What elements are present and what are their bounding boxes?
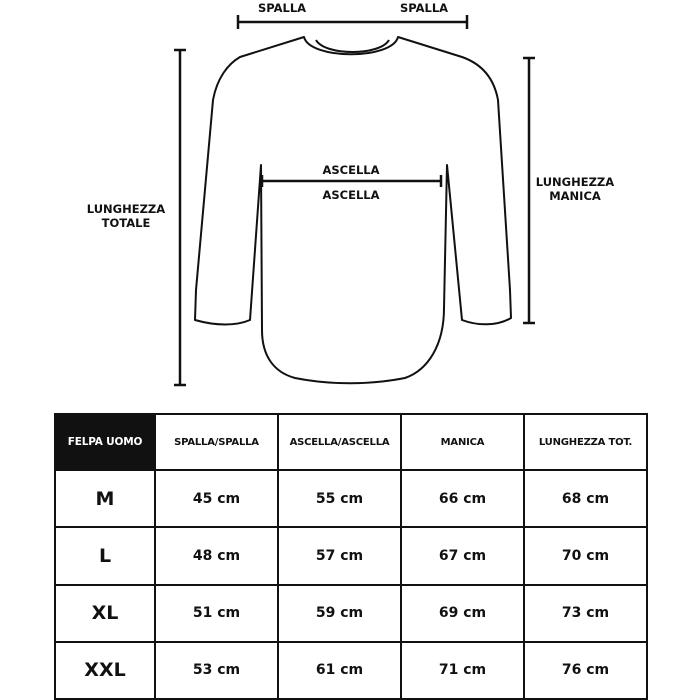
shoulder-label-left: SPALLA <box>257 1 307 15</box>
table-row <box>55 527 647 584</box>
measure-cell: 73 cm <box>524 585 647 642</box>
column-header: LUNGHEZZA TOT. <box>524 414 647 470</box>
total-length-measure-arrow <box>174 50 186 385</box>
shoulder-measure-arrow <box>238 15 467 29</box>
measure-cell: 68 cm <box>524 470 647 527</box>
total-length-label-line1: LUNGHEZZA <box>86 202 166 216</box>
measure-cell: 66 cm <box>401 470 524 527</box>
measure-cell: 45 cm <box>155 470 278 527</box>
size-cell: XL <box>55 585 155 642</box>
table-row <box>55 470 647 527</box>
measure-cell: 71 cm <box>401 642 524 699</box>
size-cell: L <box>55 527 155 584</box>
sweatshirt-outline <box>195 37 511 383</box>
measure-cell: 67 cm <box>401 527 524 584</box>
table-row <box>55 642 647 699</box>
measure-cell: 55 cm <box>278 470 401 527</box>
column-header: SPALLA/SPALLA <box>155 414 278 470</box>
sleeve-length-measure-arrow <box>523 58 535 323</box>
measure-cell: 48 cm <box>155 527 278 584</box>
measure-cell: 57 cm <box>278 527 401 584</box>
size-cell: M <box>55 470 155 527</box>
measure-cell: 76 cm <box>524 642 647 699</box>
total-length-label-line2: TOTALE <box>101 216 151 230</box>
table-header-row <box>55 414 647 470</box>
column-header: MANICA <box>401 414 524 470</box>
table-row <box>55 585 647 642</box>
sleeve-length-label-line1: LUNGHEZZA <box>535 175 615 189</box>
measure-cell: 70 cm <box>524 527 647 584</box>
measure-cell: 61 cm <box>278 642 401 699</box>
column-header: ASCELLA/ASCELLA <box>278 414 401 470</box>
table-corner-title: FELPA UOMO <box>55 414 155 470</box>
measure-cell: 51 cm <box>155 585 278 642</box>
armpit-label-top: ASCELLA <box>322 163 380 177</box>
measure-cell: 53 cm <box>155 642 278 699</box>
armpit-label-bottom: ASCELLA <box>322 188 380 202</box>
measure-cell: 59 cm <box>278 585 401 642</box>
measure-cell: 69 cm <box>401 585 524 642</box>
shoulder-label-right: SPALLA <box>399 1 449 15</box>
size-table <box>54 413 648 700</box>
size-cell: XXL <box>55 642 155 699</box>
sleeve-length-label-line2: MANICA <box>549 189 601 203</box>
